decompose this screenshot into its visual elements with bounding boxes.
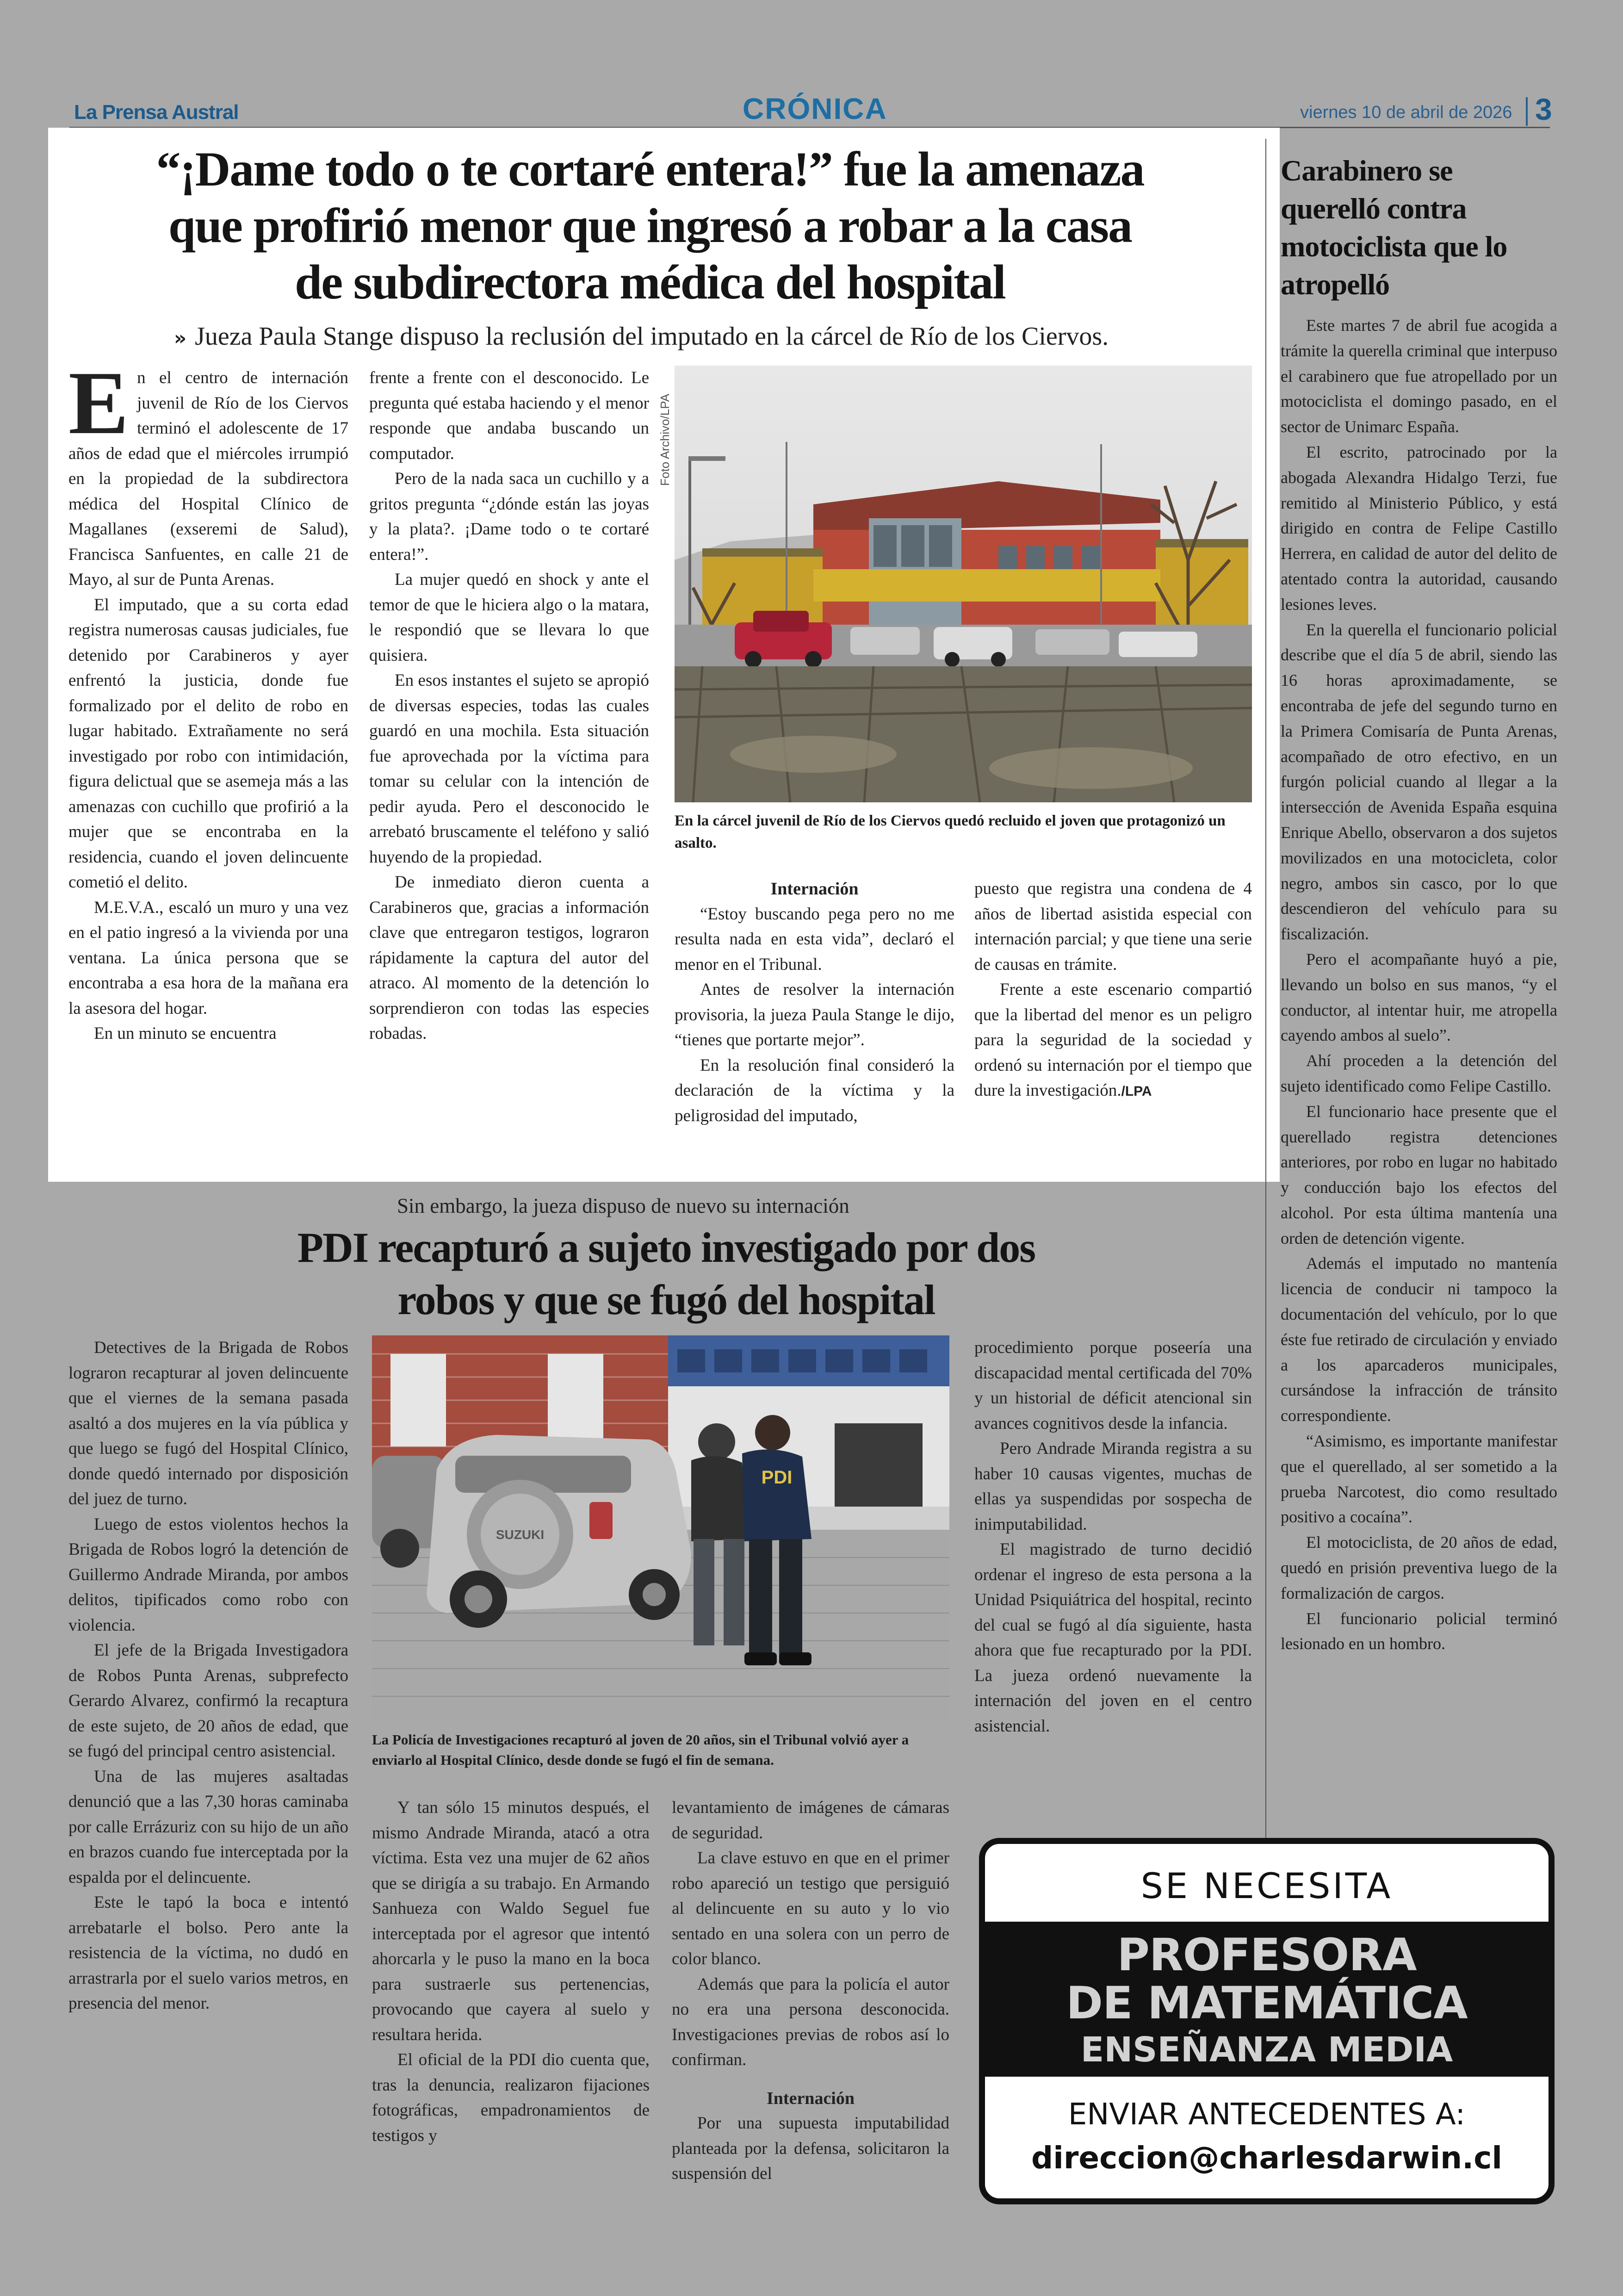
paragraph: De inmediato dieron cuenta a Carabineros que, gracias a información clave que entregaron testigos, lograron rápidamente la captura del autor del atraco. Al momento de la detención lo sorprendieron con todas las especies robadas. — [369, 873, 649, 1043]
main-article-col3 — [675, 876, 954, 1129]
second-article-col2 — [372, 1795, 650, 2148]
deck-text: Jueza Paula Stange dispuso la reclusión del imputado en la cárcel de Río de los Ciervos. — [195, 322, 1109, 351]
subhead-internacion: Internación — [770, 879, 859, 899]
page-number: 3 — [1535, 92, 1552, 126]
paragraph: frente a frente con el desconocido. Le pregunta qué estaba haciendo y el menor responde que andaba buscando un computador. — [369, 368, 649, 463]
paragraph: Luego de estos violentos hechos la Brigada de Robos logró la detención de Guillermo Andrade Miranda, por ambos delitos, tipificados como robo con violencia. — [68, 1514, 348, 1635]
paragraph: La mujer quedó en shock y ante el temor de que le hiciera algo o la matara, le respondió que se llevara lo que quisiera. — [369, 570, 649, 665]
subhead-internacion-2: Internación — [767, 2088, 855, 2108]
signoff: /LPA — [1121, 1084, 1152, 1099]
paragraph: puesto que registra una condena de 4 años de libertad asistida especial con internación parcial; y que tiene una serie de causas en trámite. — [974, 879, 1252, 974]
main-article-deck — [174, 322, 1192, 351]
classified-ad — [979, 1838, 1555, 2204]
section-title: CRÓNICA — [743, 92, 887, 125]
main-article-headline: “¡Dame todo o te cortaré entera!” fue la amenaza que profirió menor que ingresó a robar a la casa de subdirectora médica del hospital — [156, 142, 1144, 309]
vehicle-badge: SUZUKI — [496, 1527, 545, 1542]
column-divider — [1265, 139, 1266, 1842]
paragraph: Una de las mujeres asaltadas denunció que a las 7,30 horas caminaba por calle Errázuriz con su hijo de un año en brazos cuando fue interceptada por la espalda por el delincuente. — [68, 1767, 348, 1887]
main-article-col1 — [68, 353, 348, 1047]
paragraph: El jefe de la Brigada Investigadora de Robos Punta Arenas, subprefecto Gerardo Alvarez, confirmó la recaptura de este sujeto, de 20 años de edad, que se fugó del principal centro asistencial. — [68, 1641, 348, 1761]
paragraph: La clave estuvo en que en el primer robo apareció un testigo que persiguió al delincuente en su auto y lo vio sentado en una solera con un perro de color blanco. — [672, 1849, 949, 1968]
paragraph: Ahí proceden a la detención del sujeto identificado como Felipe Castillo. — [1281, 1051, 1557, 1095]
ad-line-ensenanza: ENSEÑANZA MEDIA — [1080, 2030, 1453, 2070]
paragraph: Este le tapó la boca e intentó arrebatarle el bolso. Pero ante la resistencia de la víctima, no dudó en arrastrarla por el suelo varios metros, en presencia del menor. — [68, 1893, 348, 2013]
paragraph: procedimiento porque poseería una discapacidad mental certificada del 70% y un historial de déficit atencional sin avances cognitivos desde la infancia. — [974, 1338, 1252, 1433]
paragraph: Por una supuesta imputabilidad planteada por la defensa, solicitaron la suspensión del — [672, 2114, 949, 2183]
photo-caption-2: La Policía de Investigaciones recapturó al joven de 20 años, sin el Tribunal volvió ayer a enviarlo al Hospital Clínico, desde donde se fugó el fin de semana. — [372, 1731, 909, 1768]
header-divider — [1526, 97, 1528, 126]
main-article-col2 — [369, 366, 649, 1047]
paragraph: Pero el acompañante huyó a pie, llevando un bolso en sus manos, “y el conductor, al intentar huir, me atropella cayendo ambos al suelo”. — [1281, 949, 1557, 1045]
ad-email-link[interactable]: direccion@charlesdarwin.cl — [1031, 2140, 1502, 2176]
paragraph: Además que para la policía el autor no era una persona desconocida. Investigaciones previas de robos así lo confirman. — [672, 1974, 949, 2069]
paragraph: Antes de resolver la internación provisoria, la jueza Paula Stange le dijo, “tienes que portarte mejor”. — [675, 980, 954, 1049]
second-article-col3 — [672, 1795, 949, 2187]
photo-pdi-arrest — [372, 1335, 949, 1719]
photo-caption-1: En la cárcel juvenil de Río de los Ciervos quedó recluido el joven que protagonizó un asalto. — [675, 813, 1226, 851]
paragraph: levantamiento de imágenes de cámaras de seguridad. — [672, 1798, 949, 1843]
paragraph: M.E.V.A., escaló un muro y una vez en el patio ingresó a la vivienda por una ventana. La única persona que se encontraba a esa hora de la mañana era la asesora del hogar. — [68, 898, 348, 1018]
main-article-col4 — [974, 876, 1252, 1105]
paragraph: El funcionario policial terminó lesionado en un hombro. — [1281, 1609, 1557, 1653]
sidebar-body — [1281, 313, 1557, 1657]
pdi-vest-text: PDI — [761, 1467, 793, 1488]
ad-banner — [979, 1922, 1555, 2077]
paragraph: Pero de la nada saca un cuchillo y a gritos pregunta “¿dónde están las joyas y la plata?. ¡Dame todo o te cortaré entera!”. — [369, 469, 649, 564]
publication-name: La Prensa Austral — [74, 101, 239, 124]
paragraph: En la querella el funcionario policial describe que el día 5 de abril, siendo las 16 horas aproximadamente, se encontraba de jefe del segundo turno en la Primera Comisaría de Punta Arenas, acompañado de otro efectivo, en un furgón policial cuando al llegar a la intersección de Avenida España esquina Enrique Abello, observaron a dos sujetos movilizados en una motocicleta, color negro, ambos sin casco, por lo que descendieron del vehículo para su fiscalización. — [1281, 620, 1557, 943]
issue-date: viernes 10 de abril de 2026 — [1300, 103, 1512, 122]
paragraph: El oficial de la PDI dio cuenta que, tras la denuncia, realizaron fijaciones fotográficas, empadronamientos de testigos y — [372, 2050, 650, 2145]
ad-line-matematica: DE MATEMÁTICA — [1066, 1977, 1468, 2029]
paragraph: El funcionario hace presente que el querellado registra detenciones anteriores, por robo en lugar no habitado y conducción bajo los efectos del alcohol. Por esta última mantenía una orden de detención vigente. — [1281, 1102, 1557, 1247]
second-article-col4 — [974, 1335, 1252, 1739]
paragraph: El magistrado de turno decidió ordenar el ingreso de esta persona a la Unidad Psiquiátrica del hospital, recinto del cual se fugó al día siguiente, hasta ahora que fue recapturado por la PDI. La jueza ordenó nuevamente la internación del joven en el centro asistencial. — [974, 1540, 1252, 1736]
paragraph: En un minuto se encuentra — [94, 1024, 277, 1043]
second-article-col1 — [68, 1335, 348, 2017]
ad-line-profesora: PROFESORA — [1117, 1929, 1417, 1981]
paragraph: El escrito, patrocinado por la abogada Alexandra Hidalgo Terzi, fue remitido al Ministerio Público, y está dirigido en contra de Felipe Castillo Herrera, en calidad de autor del delito de atentado contra la autoridad, causando lesiones leves. — [1281, 442, 1557, 614]
paragraph: Frente a este escenario compartió que la libertad del menor es un peligro para la seguridad de la sociedad y ordenó su internación por el tiempo que dure la investigación./LPA — [974, 980, 1252, 1100]
second-article-kicker: Sin embargo, la jueza dispuso de nuevo su internación — [397, 1194, 849, 1217]
double-chevron-icon: » — [174, 327, 187, 349]
paragraph: “Estoy buscando pega pero no me resulta nada en esta vida”, declaró el menor en el Tribunal. — [675, 904, 954, 974]
paragraph: El imputado, que a su corta edad registra numerosas causas judiciales, fue detenido por Carabineros y ayer enfrentó la justicia, donde fue formalizado por el delito de robo en lugar habitado. Extrañamente no será investigado por robo con intimidación, figura delictual que se asemeja más a las amenazas con cuchillo que profirió a la mujer que se encontraba en la residencia, cuando el joven delincuente cometió el delito. — [68, 595, 348, 892]
drop-cap: E — [68, 353, 129, 453]
paragraph: En la resolución final consideró la declaración de la víctima y la peligrosidad del imputado, — [675, 1055, 954, 1125]
paragraph: “Asimismo, es importante manifestar que el querellado, al ser sometido a la prueba Narcotest, dio como resultado positivo a cocaína”. — [1281, 1432, 1557, 1527]
paragraph: En el centro de internación juvenil de Río de los Ciervos terminó el adolescente de 17 años de edad que el miércoles irrumpió en la propiedad de la subdirectora médica del Hospital Clínico de Magallanes (exseremi de Salud), Francisca Sanfuentes, en calle 21 de Mayo, al sur de Punta Arenas. — [68, 353, 348, 589]
ad-line-enviar: ENVIAR ANTECEDENTES A: — [1068, 2097, 1466, 2132]
paragraph: En esos instantes el sujeto se apropió de diversas especies, todas las cuales guardó en una mochila. Esta situación fue aprovechada por la víctima para tomar su celular con la intención de pedir ayuda. Pero el desconocido le arrebató bruscamente el teléfono y salió huyendo de la propiedad. — [369, 671, 649, 867]
paragraph: Y tan sólo 15 minutos después, el mismo Andrade Miranda, atacó a otra víctima. Esta vez una mujer de 62 años que se dirigía a su trabajo. En Armando Sanhueza con Waldo Seguel fue interceptada por el agresor que intentó ahorcarla y le puso la mano en la boca para sustraerle sus pertenencias, provocando que cayera al suelo y resultara herida. — [372, 1798, 650, 2044]
paragraph: Este martes 7 de abril fue acogida a trámite la querella criminal que interpuso el carabinero que fue atropellado por un motociclista el domingo pasado, en el sector de Unimarc España. — [1281, 316, 1557, 436]
sidebar-headline: Carabinero se querelló contra motociclista que lo atropelló — [1281, 154, 1507, 301]
paragraph: El motociclista, de 20 años de edad, quedó en prisión preventiva luego de la formalización de cargos. — [1281, 1533, 1557, 1602]
paragraph: Pero Andrade Miranda registra a su haber 10 causas vigentes, muchas de ellas ya suspendidas por sospecha de inimputabilidad. — [974, 1439, 1252, 1534]
photo-juvenile-center — [675, 366, 1252, 802]
paragraph: Detectives de la Brigada de Robos lograron recapturar al joven delincuente que el viernes de la semana pasada asaltó a dos mujeres en la vía pública y que luego se fugó del Hospital Clínico, donde quedó internado por disposición del juez de turno. — [68, 1338, 348, 1508]
second-article-headline: PDI recapturó a sujeto investigado por dos robos y que se fugó del hospital — [297, 1224, 1035, 1323]
photo-credit: Foto Archivo/LPA — [658, 394, 672, 486]
paragraph: Además el imputado no mantenía licencia de conducir ni tampoco la documentación del vehículo, por lo que éste fue retirado de circulación y enviado a los aparcaderos municipales, cursándose la infracción de tránsito correspondiente. — [1281, 1254, 1557, 1425]
ad-line-se-necesita: SE NECESITA — [1140, 1865, 1393, 1906]
